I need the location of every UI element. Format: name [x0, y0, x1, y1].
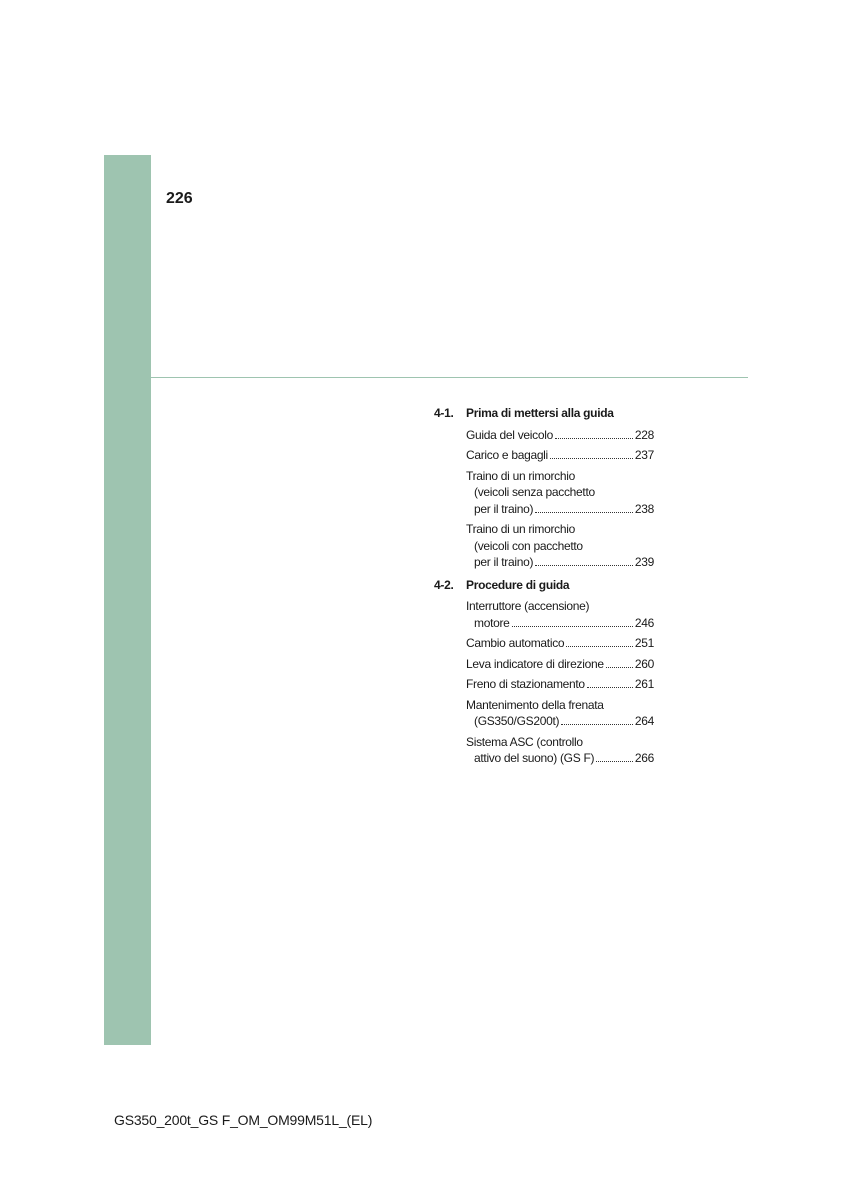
entry-page: 239	[634, 555, 654, 569]
entry-title: Leva indicatore di direzione	[466, 656, 604, 671]
toc-entry[interactable]	[466, 635, 654, 652]
entry-page: 228	[634, 427, 654, 442]
entry-title-cont: (GS350/GS200t)	[474, 714, 560, 728]
entry-title: Freno di stazionamento	[466, 677, 585, 691]
dot-leader	[535, 511, 633, 513]
entry-title-cont: motore	[474, 615, 510, 630]
table-of-contents	[434, 405, 654, 771]
entry-page: 251	[634, 636, 654, 650]
dot-leader	[566, 645, 633, 647]
entry-title-cont: (veicoli con pacchetto	[474, 538, 583, 553]
entry-page: 238	[634, 501, 654, 516]
entry-title-cont: per il traino)	[474, 555, 534, 569]
toc-entry[interactable]	[466, 676, 654, 693]
dot-leader	[512, 625, 633, 627]
section-number: 4-1.	[434, 406, 454, 420]
toc-entry[interactable]	[466, 427, 654, 444]
dot-leader	[596, 760, 633, 762]
entry-title: Carico e bagagli	[466, 448, 548, 462]
dot-leader	[555, 437, 633, 439]
document-footer-code: GS350_200t_GS F_OM_OM99M51L_(EL)	[114, 1112, 373, 1128]
entry-page: 264	[634, 714, 654, 728]
entry-title-cont: per il traino)	[474, 501, 534, 516]
section-title: Prima di mettersi alla guida	[466, 406, 614, 420]
toc-entry[interactable]	[466, 447, 654, 464]
dot-leader	[587, 686, 633, 688]
chapter-side-tab	[104, 155, 151, 1045]
dot-leader	[535, 564, 633, 566]
section-number: 4-2.	[434, 577, 454, 592]
entry-page: 237	[634, 448, 654, 462]
toc-section-heading[interactable]	[434, 577, 654, 594]
entry-page: 261	[634, 677, 654, 691]
toc-entry[interactable]	[466, 468, 654, 518]
entry-title: Sistema ASC (controllo	[466, 734, 583, 749]
entry-page: 260	[634, 656, 654, 671]
entry-title-cont: (veicoli senza pacchetto	[474, 485, 595, 499]
toc-entry[interactable]	[466, 521, 654, 571]
entry-page: 266	[634, 751, 654, 765]
entry-title-cont: attivo del suono) (GS F)	[474, 751, 595, 765]
entry-title: Interruttore (accensione)	[466, 599, 590, 613]
dot-leader	[550, 457, 633, 459]
dot-leader	[561, 723, 633, 725]
dot-leader	[606, 666, 633, 668]
page-number: 226	[166, 190, 193, 207]
entry-title: Mantenimento della frenata	[466, 697, 604, 712]
toc-entry[interactable]	[466, 697, 654, 730]
section-title: Procedure di guida	[466, 577, 570, 592]
entry-title: Cambio automatico	[466, 636, 565, 650]
toc-entry[interactable]	[466, 598, 654, 631]
entry-title: Traino di un rimorchio	[466, 468, 575, 483]
entry-page: 246	[634, 615, 654, 630]
section-divider	[151, 377, 748, 378]
toc-entry[interactable]	[466, 656, 654, 673]
entry-title: Traino di un rimorchio	[466, 522, 575, 536]
toc-section-heading[interactable]	[434, 405, 654, 422]
entry-title: Guida del veicolo	[466, 427, 553, 442]
toc-entry[interactable]	[466, 734, 654, 767]
